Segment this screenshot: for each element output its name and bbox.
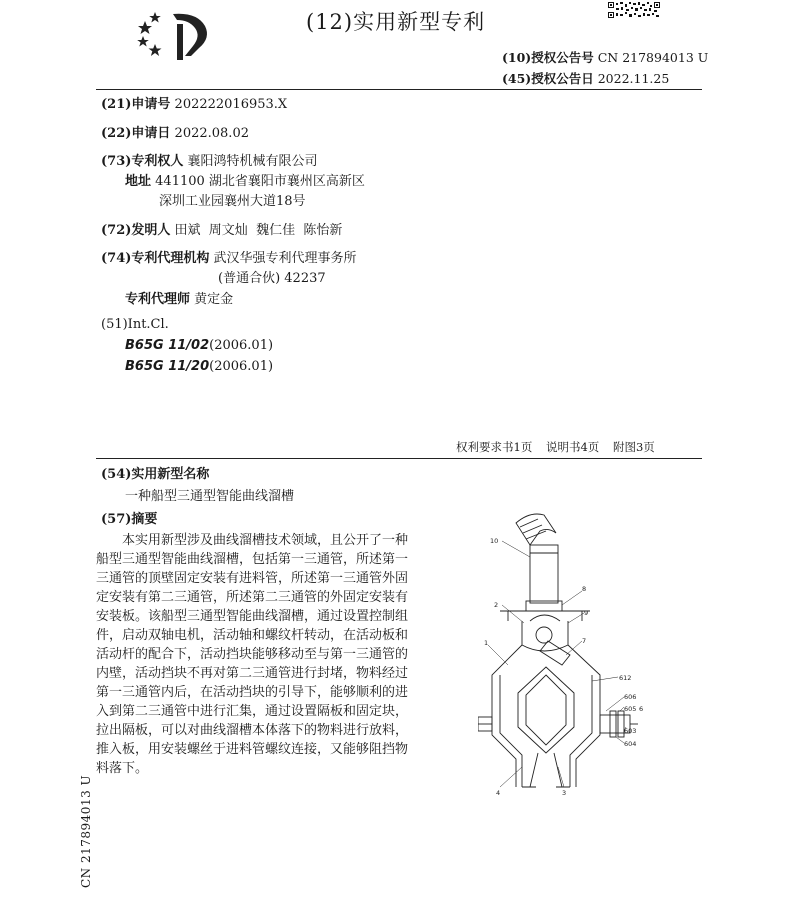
publication-date: 2022.11.25 bbox=[597, 71, 670, 86]
agency-line-2: (普通合伙) 42237 bbox=[218, 271, 326, 286]
application-date-label: (22)申请日 bbox=[101, 126, 171, 141]
application-date-row bbox=[101, 122, 249, 141]
ipc-entry bbox=[125, 359, 273, 374]
pipe-collar bbox=[526, 601, 562, 611]
inventors: 田斌 周文灿 魏仁佳 陈怡新 bbox=[174, 223, 343, 238]
page-counts bbox=[456, 439, 655, 455]
label-606: 606 bbox=[624, 693, 637, 701]
label-7: 7 bbox=[582, 637, 587, 645]
agent: 黄定金 bbox=[194, 292, 234, 307]
chute-body-outer bbox=[492, 645, 600, 787]
publication-number: CN 217894013 U bbox=[597, 50, 709, 65]
header-divider bbox=[96, 89, 702, 90]
label-4: 4 bbox=[496, 789, 501, 797]
address-line-1: 441100 湖北省襄阳市襄州区高新区 bbox=[155, 174, 365, 189]
drawings-pages: 附图3页 bbox=[612, 440, 655, 454]
label-604: 604 bbox=[624, 740, 637, 748]
patentee: 襄阳鸿特机械有限公司 bbox=[187, 154, 318, 169]
utility-model-name: 一种船型三通型智能曲线溜槽 bbox=[125, 489, 295, 504]
document-title: (12)实用新型专利 bbox=[306, 10, 486, 34]
application-number-label: (21)申请号 bbox=[101, 97, 171, 112]
ipc-version: (2006.01) bbox=[209, 359, 274, 374]
qr-code bbox=[608, 2, 660, 18]
ipc-entry bbox=[125, 338, 273, 353]
abstract-section-label bbox=[101, 508, 157, 527]
agent-label: 专利代理师 bbox=[125, 292, 191, 307]
abstract-heading: (57)摘要 bbox=[101, 512, 158, 527]
patentee-row bbox=[101, 150, 318, 169]
address-label: 地址 bbox=[125, 174, 152, 189]
label-6: 6 bbox=[639, 705, 644, 713]
claims-pages: 权利要求书1页 bbox=[456, 440, 533, 454]
ipc-code: B65G 11/02 bbox=[125, 338, 210, 353]
label-2: 2 bbox=[494, 601, 499, 609]
title-section-heading: (54)实用新型名称 bbox=[101, 467, 210, 482]
publication-date-row bbox=[502, 69, 669, 87]
representative-drawing bbox=[478, 505, 658, 800]
ipc-label: (51)Int.Cl. bbox=[101, 317, 169, 332]
publication-date-label: (45)授权公告日 bbox=[502, 71, 594, 86]
ipc-code: B65G 11/20 bbox=[125, 359, 210, 374]
publication-number-row bbox=[502, 48, 708, 66]
inventors-label: (72)发明人 bbox=[101, 223, 171, 238]
label-10: 10 bbox=[490, 537, 499, 545]
description-pages: 说明书4页 bbox=[545, 440, 600, 454]
baffle bbox=[540, 641, 570, 665]
address-row bbox=[125, 170, 365, 189]
abstract-text: 本实用新型涉及曲线溜槽技术领域，且公开了一种船型三通型智能曲线溜槽，包括第一三通管，所述第一三通管的顶壁固定安装有进料管，所述第一三通管外固定安装有第二三通管，所述第二三通管的外固定安装有安装板。该船型三通型智能曲线溜槽，通过设置控制组件，启动双轴电机，活动轴和螺纹杆转动，在活动板和活动杆的配合下，活动挡块能够移动至与第一三通管的内壁，活动挡块不再对第二三通管进行封堵，物料经过第一三通管内后，在活动挡块的引导下，能够顺利的进入到第二三通管中进行汇集，通过设置隔板和固定块，拉出隔板，可以对曲线溜槽本体落下的物料进行放料，推入板，用安装螺丝于进料管螺纹连接，又能够阻挡物料落下。 bbox=[96, 533, 409, 776]
ipc-version: (2006.01) bbox=[209, 338, 274, 353]
label-8: 8 bbox=[582, 585, 587, 593]
publication-number-label: (10)授权公告号 bbox=[502, 50, 594, 65]
agency-line-1: 武汉华强专利代理事务所 bbox=[213, 251, 357, 266]
label-9: 9 bbox=[584, 609, 589, 617]
feed-elbow bbox=[516, 514, 556, 545]
upper-tee bbox=[522, 621, 568, 651]
label-3: 3 bbox=[562, 789, 567, 797]
feed-pipe bbox=[530, 545, 558, 603]
address-line-2: 深圳工业园襄州大道18号 bbox=[159, 194, 306, 209]
side-publication-code: CN 217894013 U bbox=[79, 774, 93, 888]
application-number-row bbox=[101, 93, 287, 112]
agency-row bbox=[101, 247, 357, 266]
label-612: 612 bbox=[619, 674, 632, 682]
application-number: 202222016953.X bbox=[174, 97, 288, 112]
cnipa-logo bbox=[133, 8, 215, 62]
title-section-label bbox=[101, 463, 209, 482]
section-divider bbox=[96, 458, 702, 459]
agent-row bbox=[125, 288, 233, 307]
label-603: 603 bbox=[624, 727, 637, 735]
patentee-label: (73)专利权人 bbox=[101, 154, 184, 169]
inventors-row bbox=[101, 219, 342, 238]
label-1: 1 bbox=[484, 639, 489, 647]
application-date: 2022.08.02 bbox=[174, 126, 249, 141]
agency-label: (74)专利代理机构 bbox=[101, 251, 210, 266]
label-605: 605 bbox=[624, 705, 637, 713]
